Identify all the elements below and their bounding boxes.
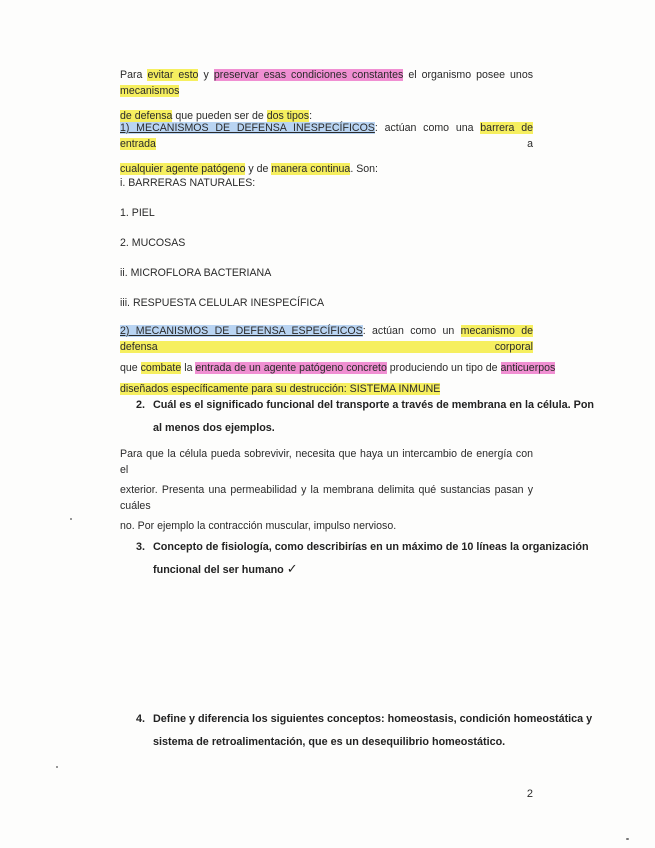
list-item: i. BARRERAS NATURALES:: [120, 177, 256, 189]
highlight: cualquier agente patógeno: [120, 163, 246, 175]
mechanism-2-line-3: [120, 381, 533, 397]
mechanism-1-line-1: 1) MECANISMOS DE DEFENSA INESPECÍFICOS: actúan como una barrera de entrada a: [120, 122, 533, 150]
scan-speck: [56, 766, 58, 768]
answer-2-line-3: no. Por ejemplo la contracción muscular, impulso nervioso.: [120, 520, 397, 532]
question-2: [136, 397, 595, 437]
highlight: mecanismos: [120, 85, 180, 97]
question-4: [136, 711, 593, 751]
intro-line-2: de defensa que pueden ser de dos tipos:: [120, 110, 313, 122]
list-item: iii. RESPUESTA CELULAR INESPECÍFICA: [120, 297, 325, 309]
list-item: ii. MICROFLORA BACTERIANA: [120, 267, 272, 279]
question-number: 2.: [136, 399, 146, 411]
question-3-line-2: funcional del ser humano ✓: [153, 562, 298, 577]
page-number: 2: [526, 788, 533, 800]
question-3-line-1: Concepto de fisiología, como describirías en un máximo de 10 líneas la organización: [153, 541, 589, 553]
question-2-line-2: al menos dos ejemplos.: [153, 422, 275, 434]
highlight: mecanismo de defensa corporal: [120, 325, 533, 353]
question-4-line-2: sistema de retroalimentación, que es un desequilibrio homeostático.: [153, 736, 506, 748]
list-item: 2. MUCOSAS: [120, 237, 186, 249]
highlight: 1) MECANISMOS DE DEFENSA INESPECÍFICOS: [120, 122, 375, 134]
highlight: preservar esas condiciones constantes: [213, 69, 404, 81]
question-number: 4.: [136, 713, 146, 725]
question-4-line-1: Define y diferencia los siguientes conceptos: homeostasis, condición homeostática y: [153, 713, 593, 725]
highlight: diseñados específicamente para su destrucción: SISTEMA INMUNE: [120, 383, 441, 395]
checkmark-icon: ✓: [286, 562, 298, 577]
question-3: [136, 539, 589, 579]
mechanism-2-line-2: que combate la entrada de un agente patógeno concreto produciendo un tipo de anticuerpos: [120, 362, 556, 374]
answer-2-line-2: exterior. Presenta una permeabilidad y la membrana delimita qué sustancias pasan y cuáles: [120, 484, 533, 512]
highlight: anticuerpos: [500, 362, 556, 374]
highlight: barrera de entrada: [120, 122, 533, 150]
highlight: entrada de un agente patógeno concreto: [195, 362, 387, 374]
question-number: 3.: [136, 541, 146, 553]
mechanism-1-line-2: cualquier agente patógeno y de manera continua. Son:: [120, 163, 378, 175]
answer-2-line-1: Para que la célula pueda sobrevivir, necesita que haya un intercambio de energía con el: [120, 448, 533, 476]
mechanism-1-paragraph: [120, 120, 533, 177]
highlight: dos tipos: [266, 110, 310, 122]
highlight: 2) MECANISMOS DE DEFENSA ESPECÍFICOS: [120, 325, 363, 337]
question-2-line-1: Cuál es el significado funcional del transporte a través de membrana en la célula. Pon: [153, 399, 595, 411]
highlight: combate: [140, 362, 182, 374]
intro-line-1: Para evitar esto y preservar esas condiciones constantes el organismo posee unos mecanismos: [120, 69, 534, 97]
answer-2: [120, 446, 533, 534]
intro-paragraph: [120, 67, 533, 124]
mechanism-2-line-1: 2) MECANISMOS DE DEFENSA ESPECÍFICOS: actúan como un mecanismo de defensa corporal: [120, 325, 533, 353]
scan-speck: [626, 838, 629, 840]
list-item: 1. PIEL: [120, 207, 155, 219]
highlight: evitar esto: [147, 69, 199, 81]
mechanism-2-paragraph: [120, 323, 556, 397]
scan-speck: [70, 518, 72, 520]
highlight: manera continua: [271, 163, 351, 175]
